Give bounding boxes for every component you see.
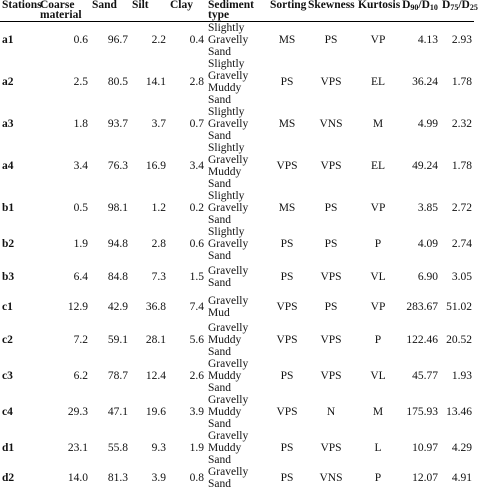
cell-sorting: PS <box>280 75 294 88</box>
cell-clay: 7.4 <box>189 300 204 313</box>
cell-d75-d25: 51.02 <box>446 300 472 313</box>
cell-station: a1 <box>2 33 14 46</box>
cell-d75-d25: 2.72 <box>451 201 472 214</box>
cell-kurtosis: M <box>372 117 384 130</box>
cell-sediment-type: Slightly Gravelly Sand <box>208 225 249 262</box>
cell-d90-d10: 283.67 <box>406 300 438 313</box>
cell-silt: 16.9 <box>145 159 166 172</box>
cell-sediment-type: Slightly Gravelly Muddy Sand <box>208 57 249 106</box>
cell-clay: 3.4 <box>189 159 204 172</box>
cell-d90-d10: 4.13 <box>417 33 438 46</box>
cell-sediment-type: Slightly Gravelly Muddy Sand <box>208 141 249 190</box>
cell-clay: 0.2 <box>189 201 204 214</box>
table-row <box>0 358 474 394</box>
cell-kurtosis: VL <box>370 270 386 283</box>
cell-sediment-type: Gravelly Mud <box>208 294 249 319</box>
cell-d75-d25: 4.29 <box>451 441 472 454</box>
cell-kurtosis: VP <box>370 201 386 214</box>
cell-coarse: 23.1 <box>67 441 88 454</box>
cell-d90-d10: 3.85 <box>417 201 438 214</box>
cell-silt: 9.3 <box>151 441 166 454</box>
cell-coarse: 29.3 <box>67 405 88 418</box>
cell-sand: 47.1 <box>107 405 128 418</box>
cell-clay: 5.6 <box>189 333 204 346</box>
cell-sand: 84.8 <box>107 270 128 283</box>
table-row <box>0 322 474 358</box>
cell-sorting: MS <box>278 201 296 214</box>
cell-kurtosis: VP <box>370 33 386 46</box>
cell-sand: 42.9 <box>107 300 128 313</box>
cell-station: c2 <box>2 333 13 346</box>
cell-sand: 93.7 <box>107 117 128 130</box>
cell-clay: 0.4 <box>189 33 204 46</box>
cell-silt: 3.7 <box>151 117 166 130</box>
cell-sand: 80.5 <box>107 75 128 88</box>
table-row <box>0 430 474 466</box>
table-body <box>0 21 474 490</box>
cell-sorting: VPS <box>276 159 298 172</box>
cell-silt: 19.6 <box>145 405 166 418</box>
cell-coarse: 14.0 <box>67 471 88 484</box>
table-row <box>0 292 474 322</box>
cell-d75-d25: 1.78 <box>451 75 472 88</box>
cell-d90-d10: 49.24 <box>412 159 438 172</box>
cell-station: c4 <box>2 405 13 418</box>
cell-coarse: 3.4 <box>73 159 88 172</box>
cell-sediment-type: Slightly Gravelly Sand <box>208 21 249 58</box>
cell-station: a2 <box>2 75 14 88</box>
table-row <box>0 58 474 106</box>
header-clay: Clay <box>170 0 193 11</box>
cell-coarse: 7.2 <box>73 333 88 346</box>
cell-clay: 0.6 <box>189 237 204 250</box>
cell-clay: 2.6 <box>189 369 204 382</box>
cell-sorting: PS <box>280 237 294 250</box>
cell-d90-d10: 4.99 <box>417 117 438 130</box>
cell-station: c3 <box>2 369 13 382</box>
cell-station: b2 <box>2 237 15 250</box>
cell-station: a3 <box>2 117 14 130</box>
cell-clay: 0.8 <box>189 471 204 484</box>
cell-kurtosis: EL <box>370 159 386 172</box>
cell-d75-d25: 13.46 <box>446 405 472 418</box>
cell-sediment-type: Gravelly Muddy Sand <box>208 321 249 358</box>
cell-d90-d10: 10.97 <box>412 441 438 454</box>
cell-sand: 76.3 <box>107 159 128 172</box>
cell-sand: 98.1 <box>107 201 128 214</box>
cell-sediment-type: Gravelly Muddy Sand <box>208 429 249 466</box>
cell-kurtosis: P <box>374 333 382 346</box>
cell-sand: 78.7 <box>107 369 128 382</box>
table-row <box>0 21 474 58</box>
cell-d90-d10: 4.09 <box>417 237 438 250</box>
cell-kurtosis: EL <box>370 75 386 88</box>
cell-kurtosis: L <box>374 441 382 454</box>
header-sand: Sand <box>92 0 117 11</box>
cell-coarse: 6.2 <box>73 369 88 382</box>
cell-sediment-type: Gravelly Muddy Sand <box>208 393 249 430</box>
cell-silt: 2.8 <box>151 237 166 250</box>
cell-coarse: 0.6 <box>73 33 88 46</box>
cell-d75-d25: 4.91 <box>451 471 472 484</box>
cell-d75-d25: 1.93 <box>451 369 472 382</box>
cell-sediment-type: Slightly Gravelly Sand <box>208 189 249 226</box>
cell-kurtosis: P <box>374 237 382 250</box>
cell-skewness: PS <box>324 300 338 313</box>
header-d90-d10: $D_{90}/D_{10}$ <box>402 0 438 12</box>
cell-sand: 55.8 <box>107 441 128 454</box>
table-row <box>0 106 474 142</box>
cell-d90-d10: 122.46 <box>406 333 438 346</box>
header-skewness: Skewness <box>308 0 355 11</box>
table-row <box>0 142 474 190</box>
cell-d90-d10: 45.77 <box>412 369 438 382</box>
cell-coarse: 1.9 <box>73 237 88 250</box>
cell-coarse: 2.5 <box>73 75 88 88</box>
cell-sediment-type: Gravelly Sand <box>208 264 249 289</box>
cell-skewness: VNS <box>319 471 343 484</box>
cell-skewness: PS <box>324 33 338 46</box>
header-silt: Silt <box>132 0 149 11</box>
table-row <box>0 262 474 292</box>
table-row <box>0 394 474 430</box>
header-sorting: Sorting <box>270 0 307 11</box>
cell-silt: 7.3 <box>151 270 166 283</box>
cell-d75-d25: 2.32 <box>451 117 472 130</box>
cell-clay: 2.8 <box>189 75 204 88</box>
cell-d75-d25: 2.93 <box>451 33 472 46</box>
cell-skewness: VPS <box>320 159 342 172</box>
cell-silt: 2.2 <box>151 33 166 46</box>
cell-silt: 3.9 <box>151 471 166 484</box>
header-d75-d25: $D_{75}/D_{25}$ <box>442 0 478 12</box>
cell-d90-d10: 175.93 <box>406 405 438 418</box>
cell-sorting: PS <box>280 441 294 454</box>
cell-sand: 81.3 <box>107 471 128 484</box>
cell-station: d2 <box>2 471 15 484</box>
cell-sorting: MS <box>278 33 296 46</box>
cell-sorting: VPS <box>276 300 298 313</box>
cell-clay: 1.5 <box>189 270 204 283</box>
cell-d75-d25: 2.74 <box>451 237 472 250</box>
cell-d75-d25: 20.52 <box>446 333 472 346</box>
cell-sand: 96.7 <box>107 33 128 46</box>
cell-d90-d10: 6.90 <box>417 270 438 283</box>
cell-station: a4 <box>2 159 14 172</box>
cell-silt: 28.1 <box>145 333 166 346</box>
cell-skewness: PS <box>324 201 338 214</box>
cell-coarse: 12.9 <box>67 300 88 313</box>
cell-sorting: PS <box>280 270 294 283</box>
cell-silt: 1.2 <box>151 201 166 214</box>
header-kurtosis: Kurtosis <box>358 0 401 11</box>
cell-silt: 12.4 <box>145 369 166 382</box>
cell-d90-d10: 36.24 <box>412 75 438 88</box>
cell-coarse: 0.5 <box>73 201 88 214</box>
table-row <box>0 466 474 490</box>
header-stations: Stations <box>2 0 42 11</box>
cell-station: b1 <box>2 201 15 214</box>
cell-sand: 59.1 <box>107 333 128 346</box>
cell-clay: 1.9 <box>189 441 204 454</box>
cell-skewness: VPS <box>320 333 342 346</box>
cell-clay: 3.9 <box>189 405 204 418</box>
header-sediment: Sediment type <box>208 0 254 21</box>
cell-sorting: VPS <box>276 405 298 418</box>
cell-kurtosis: P <box>374 471 382 484</box>
cell-skewness: VPS <box>320 75 342 88</box>
cell-d75-d25: 1.78 <box>451 159 472 172</box>
cell-sand: 94.8 <box>107 237 128 250</box>
cell-sediment-type: Gravelly Muddy Sand <box>208 357 249 394</box>
cell-kurtosis: VL <box>370 369 386 382</box>
cell-station: d1 <box>2 441 15 454</box>
cell-station: b3 <box>2 270 15 283</box>
cell-sorting: VPS <box>276 333 298 346</box>
cell-skewness: N <box>326 405 336 418</box>
cell-skewness: VPS <box>320 369 342 382</box>
cell-sediment-type: Slightly Gravelly Sand <box>208 105 249 142</box>
cell-kurtosis: M <box>372 405 384 418</box>
table-row <box>0 190 474 226</box>
header-coarse: Coarse material <box>40 0 82 21</box>
cell-coarse: 1.8 <box>73 117 88 130</box>
cell-d75-d25: 3.05 <box>451 270 472 283</box>
cell-skewness: VPS <box>320 270 342 283</box>
cell-station: c1 <box>2 300 13 313</box>
header-row <box>0 0 474 21</box>
cell-sorting: PS <box>280 471 294 484</box>
cell-sorting: MS <box>278 117 296 130</box>
cell-coarse: 6.4 <box>73 270 88 283</box>
cell-sediment-type: Gravelly Sand <box>208 465 249 490</box>
cell-d90-d10: 12.07 <box>412 471 438 484</box>
cell-kurtosis: VP <box>370 300 386 313</box>
cell-silt: 14.1 <box>145 75 166 88</box>
cell-clay: 0.7 <box>189 117 204 130</box>
table-row <box>0 226 474 262</box>
cell-skewness: PS <box>324 237 338 250</box>
cell-skewness: VNS <box>319 117 343 130</box>
cell-silt: 36.8 <box>145 300 166 313</box>
cell-sorting: PS <box>280 369 294 382</box>
cell-skewness: VPS <box>320 441 342 454</box>
